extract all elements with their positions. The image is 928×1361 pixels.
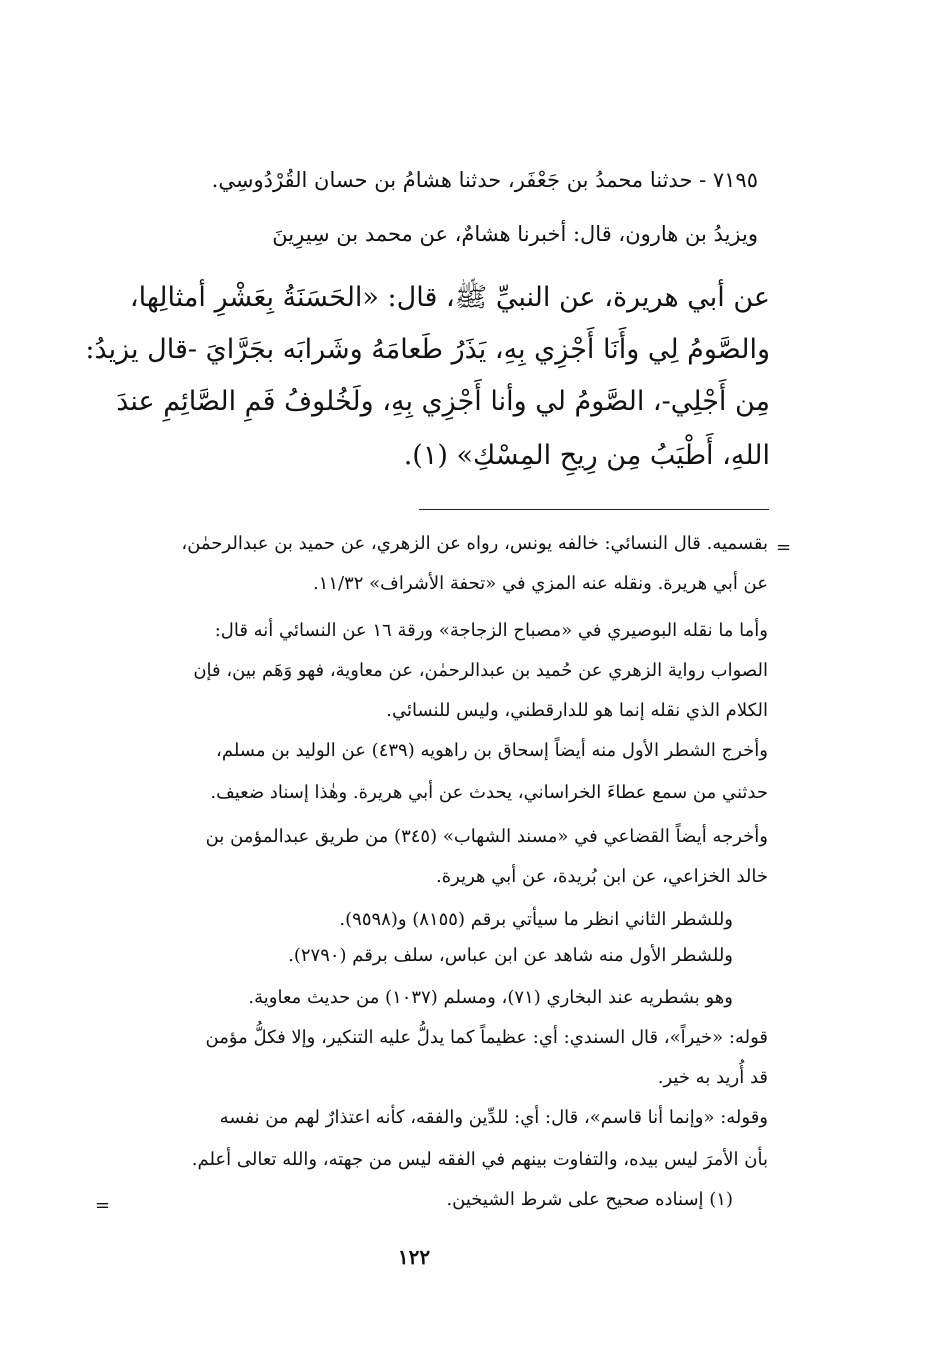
footnote-line-9: خالد الخزاعي، عن ابن بُريدة، عن أبي هريرة. bbox=[436, 866, 768, 887]
footnote-line-11: وللشطر الأول منه شاهد عن ابن عباس، سلف برقم (٢٧٩٠). bbox=[288, 945, 733, 966]
footnote-line-10: وللشطر الثاني انظر ما سيأتي برقم (٨١٥٥) و(٩٥٩٨). bbox=[339, 909, 733, 930]
footnote-line-5: الكلام الذي نقله إنما هو للدارقطني، وليس للنسائي. bbox=[386, 700, 768, 721]
footnote-line-15: وقوله: «وإنما أنا قاسم»، قال: أي: للدِّين والفقه، كأنه اعتذارٌ لهم من نفسه bbox=[219, 1107, 768, 1128]
matn-line-4: اللهِ، أَطْيَبُ مِن رِيحِ المِسْكِ» (١). bbox=[403, 440, 770, 471]
footnote-line-6: وأخرج الشطر الأول منه أيضاً إسحاق بن راهويه (٤٣٩) عن الوليد بن مسلم، bbox=[216, 740, 768, 761]
matn-line-3: مِن أَجْلِي-، الصَّومُ لي وأنا أَجْزِي بِهِ، ولَخُلوفُ فَمِ الصَّائِمِ عندَ bbox=[116, 386, 770, 417]
page-number: ١٢٢ bbox=[397, 1245, 431, 1269]
footnote-line-4: الصواب رواية الزهري عن حُميد بن عبدالرحمٰن، عن معاوية، فهو وَهَم بين، فإن bbox=[193, 660, 768, 681]
continuation-marker-top: = bbox=[776, 537, 792, 558]
footnote-line-1: بقسميه. قال النسائي: خالفه يونس، رواه عن الزهري، عن حميد بن عبدالرحمٰن، bbox=[181, 533, 768, 554]
footnote-line-12: وهو بشطريه عند البخاري (٧١)، ومسلم (١٠٣٧) من حديث معاوية. bbox=[248, 987, 733, 1008]
footnote-line-7: حدثني من سمع عطاءَ الخراساني، يحدث عن أبي هريرة. وهٰذا إسناد ضعيف. bbox=[210, 782, 768, 803]
isnad-line-1: ٧١٩٥ - حدثنا محمدُ بن جَعْفَر، حدثنا هشامُ بن حسان القُرْدُوسِي. bbox=[211, 168, 758, 192]
footnote-line-3: وأما ما نقله البوصيري في «مصباح الزجاجة» ورقة ١٦ عن النسائي أنه قال: bbox=[214, 620, 768, 641]
footnote-line-14: قد أُريد به خير. bbox=[657, 1067, 768, 1088]
footnote-line-2: عن أبي هريرة. ونقله عنه المزي في «تحفة الأشراف» ١١/٣٢. bbox=[312, 573, 768, 594]
footnote-line-16: بأن الأمرَ ليس بيده، والتفاوت بينهم في الفقه ليس من جهته، والله تعالى أعلم. bbox=[191, 1149, 768, 1170]
footnote-line-13: قوله: «خيراً»، قال السندي: أي: عظيماً كما يدلُّ عليه التنكير، وإلا فكلُّ مؤمن bbox=[205, 1027, 768, 1048]
footnote-separator bbox=[419, 509, 769, 510]
matn-line-1: عن أبي هريرة، عن النبيِّ ﷺ، قال: «الحَسَنَةُ بِعَشْرِ أمثالِها، bbox=[129, 282, 770, 313]
footnote-line-8: وأخرجه أيضاً القضاعي في «مسند الشهاب» (٣٤٥) من طريق عبدالمؤمن بن bbox=[205, 826, 768, 847]
continuation-marker-bottom: = bbox=[95, 1195, 111, 1216]
footnote-line-17: (١) إسناده صحيح على شرط الشيخين. bbox=[446, 1189, 733, 1210]
isnad-line-2: ويزيدُ بن هارون، قال: أخبرنا هشامٌ، عن محمد بن سِيرِينَ bbox=[272, 222, 758, 246]
matn-line-2: والصَّومُ لِي وأَنَا أَجْزِي بِهِ، يَذَرُ طَعامَهُ وشَرابَه بجَرَّايَ -قال يزيدُ: bbox=[85, 334, 770, 365]
